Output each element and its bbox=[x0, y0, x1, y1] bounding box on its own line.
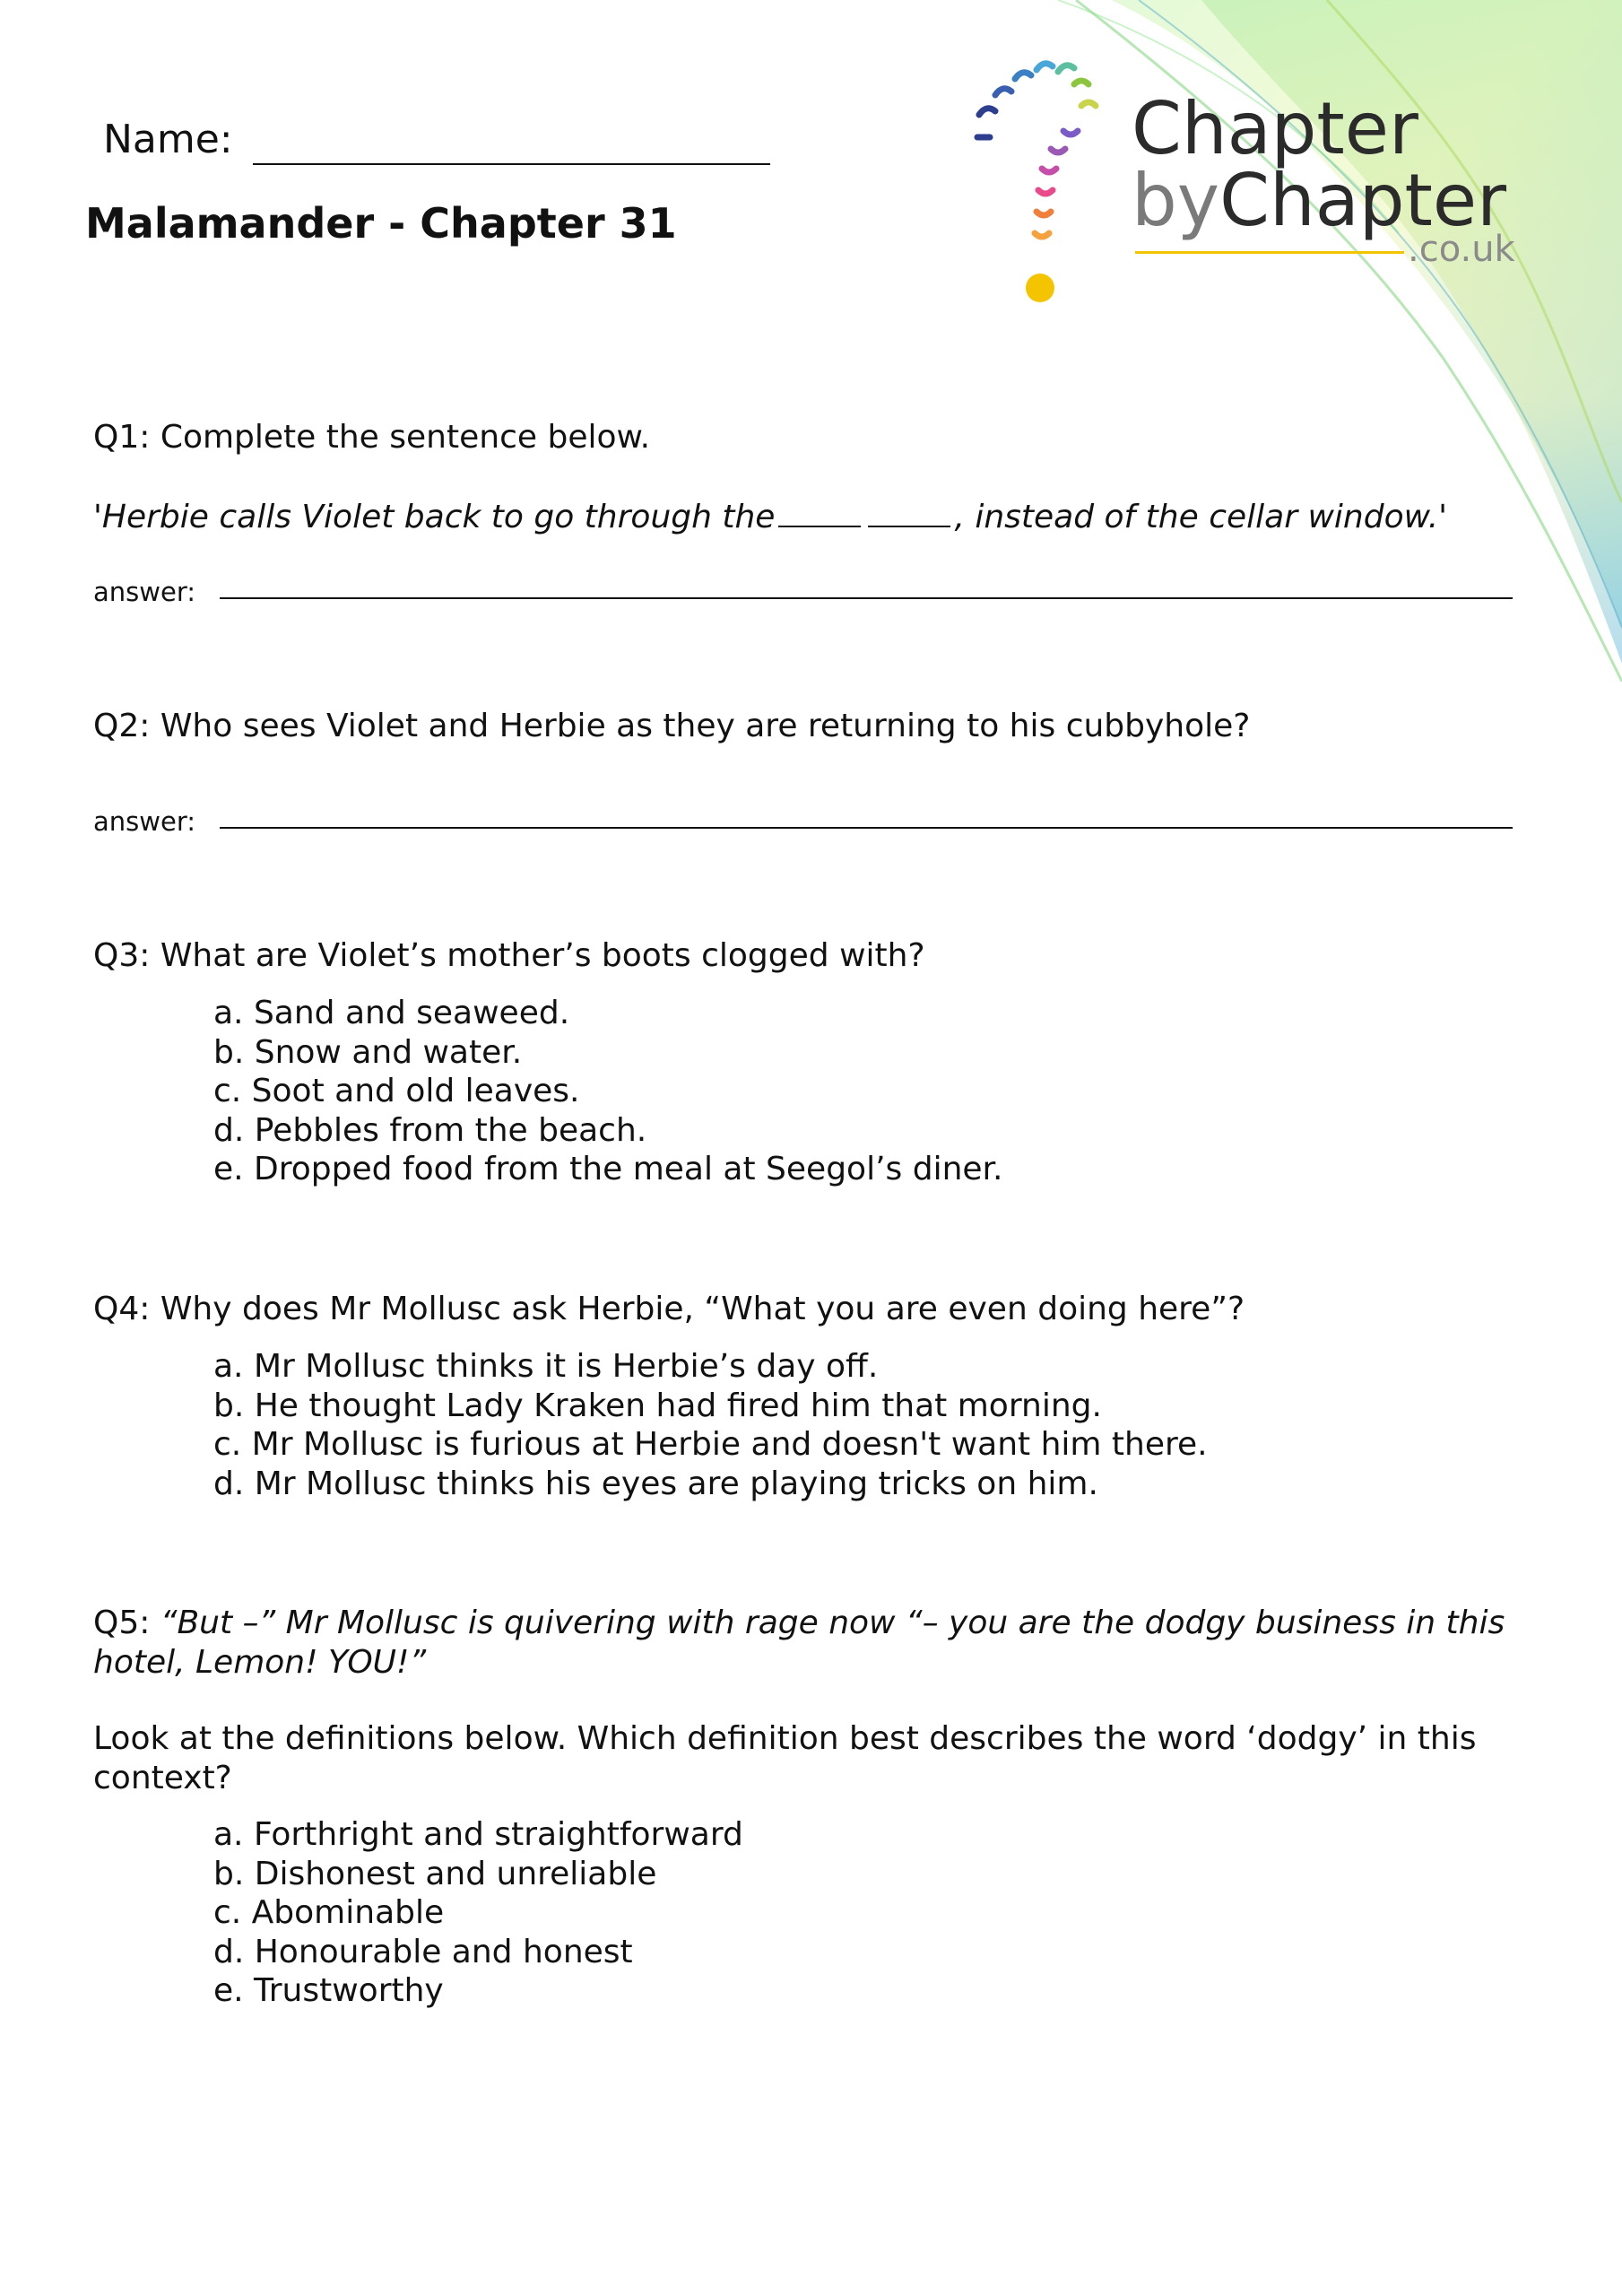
q5-option-e[interactable]: e. Trustworthy bbox=[213, 1972, 444, 2009]
brand-wordmark-line1: Chapter bbox=[1132, 87, 1418, 170]
q1-quote bbox=[93, 498, 1447, 537]
q5-option-c[interactable]: c. Abominable bbox=[213, 1894, 445, 1931]
brand-by: by bbox=[1132, 159, 1220, 242]
q4-prompt: Q4: Why does Mr Mollusc ask Herbie, “What you are even doing here”? bbox=[93, 1291, 1245, 1327]
q4-option-a[interactable]: a. Mr Mollusc thinks it is Herbie’s day off. bbox=[213, 1348, 879, 1385]
q4-option-d[interactable]: d. Mr Mollusc thinks his eyes are playing tricks on him. bbox=[213, 1465, 1098, 1502]
q3-option-e[interactable]: e. Dropped food from the meal at Seegol’s diner. bbox=[213, 1151, 1003, 1187]
q2-answer-line[interactable] bbox=[220, 827, 1513, 829]
q2-prompt: Q2: Who sees Violet and Herbie as they are returning to his cubbyhole? bbox=[93, 708, 1251, 744]
name-field-line[interactable] bbox=[253, 163, 770, 165]
q5-quote-line2: hotel, Lemon! YOU!” bbox=[93, 1644, 427, 1681]
q5-quote-line1: “But –” Mr Mollusc is quivering with rage now “– you are the dodgy business in this bbox=[160, 1605, 1505, 1641]
q5-quote bbox=[93, 1604, 1505, 1643]
q3-option-a[interactable]: a. Sand and seaweed. bbox=[213, 995, 570, 1031]
q5-option-b[interactable]: b. Dishonest and unreliable bbox=[213, 1855, 657, 1892]
q3-option-c[interactable]: c. Soot and old leaves. bbox=[213, 1073, 580, 1109]
q3-option-b[interactable]: b. Snow and water. bbox=[213, 1033, 523, 1071]
q5-option-d[interactable]: d. Honourable and honest bbox=[213, 1933, 633, 1970]
q3-option-d[interactable]: d. Pebbles from the beach. bbox=[213, 1111, 647, 1149]
brand-chapter: Chapter bbox=[1219, 159, 1506, 242]
q5-options bbox=[213, 1815, 743, 2011]
brand-underline bbox=[1135, 251, 1404, 254]
q1-blank-1[interactable] bbox=[778, 499, 861, 527]
brand-wordmark-line2 bbox=[1132, 159, 1506, 242]
q5-option-a[interactable]: a. Forthright and straightforward bbox=[213, 1816, 743, 1853]
q1-answer-line[interactable] bbox=[220, 597, 1513, 599]
q5-instruction-line1: Look at the definitions below. Which definition best describes the word ‘dodgy’ in this bbox=[93, 1720, 1477, 1757]
q2-answer-label: answer: bbox=[93, 806, 196, 837]
logo-question-mark-icon bbox=[959, 52, 1121, 312]
q1-answer-label: answer: bbox=[93, 577, 196, 607]
q5-label: Q5: bbox=[93, 1605, 151, 1641]
q1-quote-start: 'Herbie calls Violet back to go through the bbox=[93, 499, 776, 535]
q4-options bbox=[213, 1347, 1208, 1503]
q3-options bbox=[213, 994, 1002, 1189]
q4-option-b[interactable]: b. He thought Lady Kraken had fired him that morning. bbox=[213, 1387, 1102, 1424]
q4-option-c[interactable]: c. Mr Mollusc is furious at Herbie and doesn't want him there. bbox=[213, 1426, 1208, 1463]
q1-quote-end: , instead of the cellar window.' bbox=[954, 499, 1448, 535]
worksheet-title: Malamander - Chapter 31 bbox=[85, 199, 677, 248]
q3-prompt: Q3: What are Violet’s mother’s boots clogged with? bbox=[93, 937, 925, 974]
q1-prompt: Q1: Complete the sentence below. bbox=[93, 419, 651, 456]
brand-domain: .co.uk bbox=[1408, 229, 1515, 270]
q1-blank-2[interactable] bbox=[868, 499, 950, 527]
q5-instruction-line2: context? bbox=[93, 1760, 232, 1796]
name-label: Name: bbox=[103, 117, 233, 162]
